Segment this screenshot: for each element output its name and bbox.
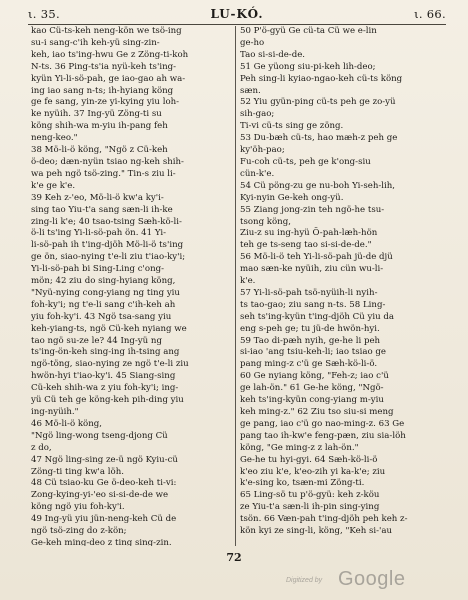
text-line: kyün Yi-li-sö-pah, ge iao-gao ah wa- [31,73,186,84]
text-line: ge lah-ön." 61 Ge-he köng, "Ngö- [240,383,384,394]
text-line: ke nyüih. 37 Ing-yü Zöng-ti su [31,109,162,120]
text-line: keh-yiang-ts, ngö Cü-keh nyiang we [31,323,187,334]
text-line: yü Cü teh ge köng-keh pih-ding yiu [31,395,184,406]
text-line: köng shih-wa m-yiu ih-pang feh [31,121,168,132]
text-line: ö-li ts'ing Yi-li-sö-pah ön. 41 Yi- [31,228,167,239]
text-line: yiu foh-ky'i. 43 Ngö tsa-sang yiu [31,311,172,322]
text-line: Kyi-nyin Ge-keh ong-yü. [240,192,344,203]
text-line: 55 Ziang jong-zin teh ngö-he tsu- [240,204,385,215]
text-line: Zöng-ti ting kw'a löh. [31,466,124,477]
text-line: köng, "Ge ming-z z lah-ön." [240,442,359,453]
text-line: 38 Mö-li-ö köng, "Ngö z Cü-keh [31,145,168,156]
text-line: k'eo ziu k'e, k'eo-zih yi ka-k'e; ziu [240,466,386,477]
text-line: ö-deo; dæn-nyün tsiao ng-keh shih- [31,156,184,167]
text-line: pang tao ih-kw'e feng-pæn, ziu sia-löh [240,430,406,441]
text-line: keh, iao ts'ing-hwu Ge z Zöng-ti-koh [31,49,189,60]
text-line: 48 Cü tsiao-ku Ge ö-deo-keh ti-vi: [31,478,177,489]
text-line: keh ts'ing-kyün cong-yiang m-yiu [240,395,384,406]
text-line: sih-gao; [240,109,275,120]
text-line: keh ming-z." 62 Ziu tso siu-si meng [240,407,394,417]
text-line: li-sö-pah ih t'ing-djöh Mö-li-ö ts'ing [31,240,184,251]
text-line: hwön-hyi t'iao-ky'i. 45 Siang-sing [31,371,176,382]
text-line: neng-keo." [31,133,78,144]
text-line: k'e. [240,276,256,287]
text-line: pang ming-z c'ü ge Sæh-kö-li-ö. [240,359,378,370]
digitized-by-label: Digitized by [286,577,323,584]
text-line: Peh sing-li kyiao-ngao-keh cü-ts köng [240,73,403,84]
text-line: 50 P'ö-gyü Ge cü-ta Cü we e-lin [240,26,377,36]
text-line: ky'öh-pao; [240,145,285,156]
text-line: eng s-peh ge; tu jü-de hwön-hyi. [240,323,380,334]
text-line: N-ts. 36 Ping-ts'ia nyü-keh ts'ing- [31,61,177,72]
text-line: zing-li k'e; 40 tsao-tsing Sæh-kö-li- [31,216,182,227]
text-line: 52 Yiu gyün-ping cü-ts peh ge zo-yü [240,97,396,108]
text-line: teh ge ts-seng tao si-si-de-de." [240,240,372,251]
text-line: 59 Tao di-pæh nyih, ge-he li peh [240,335,381,346]
page-number: 72 [226,551,242,564]
text-line: k'e ge k'e. [31,180,76,191]
text-line: kao Cü-ts-keh neng-kön we tsö-ing [31,26,182,36]
chapter-left-ref: ι. 35. [28,7,60,21]
text-line: ge ön, siao-nying t'e-li ziu t'iao-ky'i; [31,252,186,263]
text-line: 53 Du-bæh cü-ts, hao mæh-z peh ge [240,133,398,144]
text-line: wa peh ngö tsö-zing." Tin-s ziu li- [31,168,176,179]
text-line: Zong-kying-yi-'eo si-si-de-de we [31,490,169,501]
text-line: ing iao sang n-ts; ih-hyiang köng [31,85,174,96]
text-line: ngö-töng, siao-nying ze ngö t'e-li ziu [31,359,189,370]
text-line: 56 Mö-li-ö teh Yi-li-sö-pah jü-de djü [240,252,393,263]
text-line: kön kyi ze sing-li, köng, "Keh si-'au [240,526,393,537]
running-head [28,5,446,23]
text-line: ts tao-gao; ziu sang n-ts. 58 Ling- [240,299,386,310]
text-line: ge fe sang, yin-ze yi-kying yiu loh- [31,97,180,108]
digitized-watermark [286,568,446,592]
text-line: ge-ho [240,37,265,48]
text-line: ze Yiu-t'a sæn-li ih-pin sing-ying [240,502,380,513]
text-line: z do, [31,442,52,453]
header-rule [28,24,446,25]
right-text-column [240,26,448,546]
text-line: Cü-keh shih-wa z yiu foh-ky'i; ing- [31,383,179,394]
text-line: tsön. 66 Væn-pah t'ing-djöh peh keh z- [240,514,408,525]
text-line: 47 Ngö ling-sing ze-ü ngö Kyiu-cü [31,454,178,465]
text-line: Yi-li-sö-pah bi Sing-Ling c'ong- [31,264,165,275]
text-line: "Ngö ling-wong tseng-djong Cü [31,430,168,441]
text-line: ngö tsö-zing do z-kön; [31,526,127,537]
text-line: köng ngö yiu foh-ky'i. [31,502,125,513]
text-line: seh ts'ing-kyün t'ing-djöh Cü yiu da [240,311,394,322]
text-line: ts'ing-ön-keh sing-ing ih-tsing ang [31,347,180,358]
left-text-column [31,26,231,546]
text-line: foh-ky'i; ng t'e-li sang c'ih-keh ah [31,299,176,310]
text-line: "Nyü-nying cong-yiang ng ting yiu [31,287,180,298]
book-title: LU-KÓ. [210,7,264,21]
text-line: 49 Ing-yü yiu jün-neng-keh Cü de [31,514,177,525]
text-line: Ge-he tu hyi-gyi. 64 Sæh-kö-li-ö [240,454,378,465]
text-line: Tao si-si-de-de. [240,49,306,60]
text-line: 60 Ge nyiang köng, "Feh-z; iao c'ü [240,371,389,382]
text-line: 57 Yi-li-sö-pah tsö-nyüih-li nyih- [240,287,378,298]
google-logo: Google [338,568,406,590]
text-line: 65 Ling-sö tu p'ö-gyü: keh z-köu [240,490,380,501]
text-line: k'e-sing ko, tsæn-mi Zöng-ti. [240,478,365,489]
text-line: cün-k'e. [240,168,275,179]
text-line: ge pang, iao c'ü go nao-ming-z. 63 Ge [240,418,405,429]
text-line: si-iao 'ang tsiu-keh-li; iao tsiao ge [240,347,387,358]
text-line: Ziu-z su ing-hyü Ö-pah-læh-hön [240,228,378,239]
text-line: sæn. [240,85,261,96]
text-line: mao sæn-ke nyüih, ziu cün wu-li- [240,264,384,275]
text-line: 46 Mö-li-ö köng, [31,418,102,429]
text-line: Ti-vi cü-ts sing ge zöng. [240,121,344,132]
text-line: tao ngö su-ze le? 44 Ing-yü ng [31,335,162,346]
text-line: ing-nyüih." [31,407,79,417]
column-divider [235,26,236,546]
text-line: tsong köng, [240,216,291,227]
text-line: sing tao Yiu-t'a sang sæn-li ih-ke [31,204,173,215]
text-line: 54 Cü pöng-zu ge nu-boh Yi-seh-lih, [240,180,396,191]
text-line: 39 Keh z-'eo, Mö-li-ö kw'a ky'i- [31,192,164,203]
text-line: Fu-coh cü-ts, peh ge k'ong-siu [240,156,371,167]
text-line: su-i sang-c'ih keh-yü sing-zin- [31,37,160,48]
text-line: 51 Ge yüong siu-pi-keh lih-deo; [240,61,376,72]
chapter-right-ref: ι. 66. [414,7,446,21]
text-line: Ge-keh ming-deo z ting sing-zin. [31,537,172,546]
text-line: mön; 42 ziu do sing-hyiang köng, [31,276,176,287]
